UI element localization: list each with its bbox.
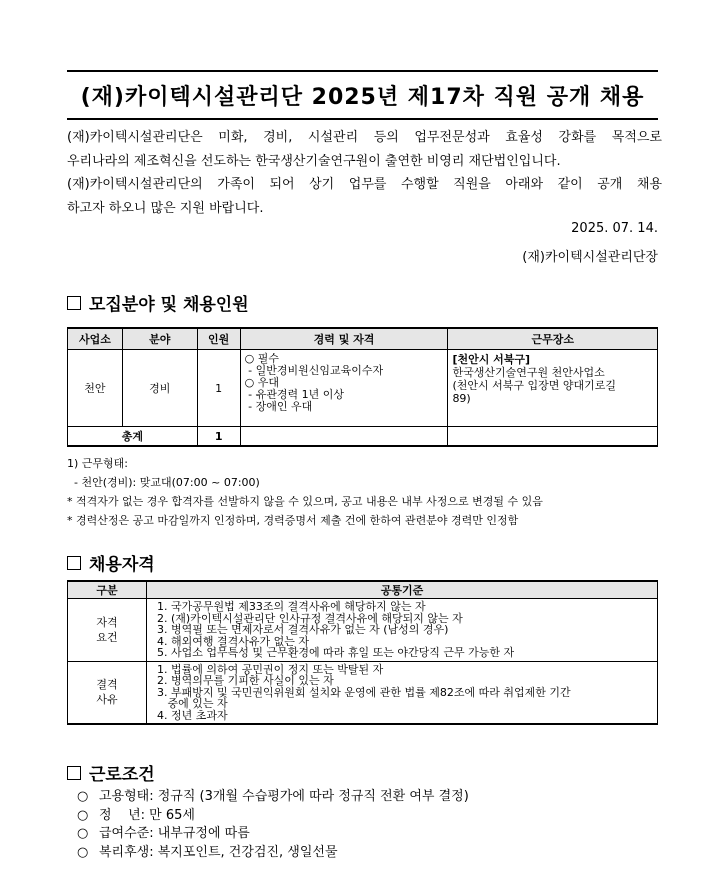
recruitment-table: [67, 327, 658, 447]
circle-bullet-icon: ○: [77, 844, 89, 860]
criteria-item: 3. 병역필 또는 면제자로서 결격사유가 없는 자 (남성의 경우): [157, 623, 449, 636]
total-count: 1: [197, 427, 240, 447]
total-label: 총계: [68, 427, 198, 447]
notes: [67, 454, 667, 530]
section-recruitment-heading: [67, 290, 249, 315]
location-line: 89): [452, 392, 471, 405]
cell-criteria: [147, 661, 658, 724]
section-conditions-heading: [67, 760, 155, 785]
circle-bullet-icon: ○: [77, 807, 89, 823]
announcement-date: 2025. 07. 14.: [571, 221, 658, 236]
header-qualification: 경력 및 자격: [240, 328, 448, 350]
condition-value: 내부규정에 따름: [157, 826, 250, 841]
circle-bullet-icon: ○: [77, 826, 89, 841]
intro-line: (재)카이텍시설관리단은 미화, 경비, 시설관리 등의 업무전문성과 효율성 강화를 목적으로: [67, 130, 662, 145]
location-title: [천안시 서북구]: [452, 353, 531, 366]
title-box: [67, 70, 658, 120]
criteria-item: 1. 법률에 의하여 공민권이 정지 또는 박탈된 자: [157, 662, 384, 676]
category-line: 결격: [96, 678, 118, 692]
note-line: 1) 근무형태:: [67, 457, 128, 470]
condition-value: 만 65세: [149, 807, 195, 823]
condition-separator: :: [149, 844, 158, 860]
condition-key: 고용형태: [99, 789, 150, 804]
criteria-item: 2. 병역의무를 기피한 사실이 있는 자: [157, 674, 334, 687]
qual-line: ○ 필수: [244, 352, 279, 365]
issuing-organization: (재)카이텍시설관리단장: [522, 250, 658, 265]
cell-location: [448, 350, 658, 427]
criteria-item: 4. 해외여행 결격사유가 없는 자: [157, 634, 309, 648]
cell-criteria: [147, 599, 658, 662]
cell-count: 1: [197, 350, 240, 427]
list-item: [77, 844, 469, 863]
header-field: 분야: [122, 328, 197, 350]
category-line: 요건: [96, 630, 118, 644]
condition-separator: :: [149, 826, 158, 841]
square-bullet-icon: [67, 766, 81, 780]
category-line: 자격: [96, 615, 118, 629]
section-title: 채용자격: [89, 555, 155, 575]
condition-separator: :: [140, 807, 150, 823]
cell-category: [68, 599, 147, 662]
header-location: 근무장소: [448, 328, 658, 350]
criteria-item: 5. 사업소 업무특성 및 근무환경에 따라 휴일 또는 야간당직 근무 가능한 자: [157, 646, 515, 659]
intro-line: 우리나라의 제조혁신을 선도하는 한국생산기술연구원이 출연한 비영리 재단법인입니다.: [67, 153, 561, 169]
table-header-row: [68, 328, 658, 350]
criteria-item: 1. 국가공무원법 제33조의 결격사유에 해당하지 않는 자: [157, 600, 426, 613]
header-count: 인원: [197, 328, 240, 350]
criteria-item: 3. 부패방지 및 국민권익위원회 설치와 운영에 관한 법률 제82조에 따라 취업제한 기간: [157, 685, 571, 699]
condition-key: 급여수준: [99, 826, 150, 841]
condition-value: 정규직 (3개월 수습평가에 따라 정규직 전환 여부 결정): [157, 789, 469, 804]
criteria-item: 4. 정년 초과자: [157, 708, 228, 722]
condition-key: 복리후생: [99, 844, 150, 860]
cell-category: [68, 661, 147, 724]
table-header-row: [68, 581, 658, 599]
conditions-list: [77, 788, 469, 862]
qual-line: - 일반경비원신임교육이수자: [244, 364, 384, 377]
circle-bullet-icon: ○: [77, 789, 89, 804]
header-office: 사업소: [68, 328, 123, 350]
table-total-row: [68, 427, 658, 447]
qual-line: - 유관경력 1년 이상: [244, 388, 344, 401]
table-row: [68, 661, 658, 724]
qual-line: ○ 우대: [244, 376, 279, 389]
table-row: [68, 350, 658, 427]
list-item: [77, 788, 469, 807]
table-row: [68, 599, 658, 662]
total-empty: [448, 427, 658, 447]
cell-field: 경비: [122, 350, 197, 427]
intro-line: 하고자 하오니 많은 지원 바랍니다.: [67, 200, 264, 216]
square-bullet-icon: [67, 296, 81, 310]
condition-key: 정 년: [99, 807, 141, 823]
condition-value: 복지포인트, 건강검진, 생일선물: [157, 844, 338, 860]
qualification-table: [67, 580, 658, 725]
condition-separator: :: [149, 789, 158, 804]
criteria-item: 중에 있는 자: [157, 697, 228, 710]
header-criteria: 공통기준: [147, 581, 658, 599]
intro-line: (재)카이텍시설관리단의 가족이 되어 상기 업무를 수행할 직원을 아래와 같이 공개 채용: [67, 177, 662, 192]
intro-paragraph: [67, 126, 662, 220]
list-item: [77, 825, 469, 844]
qual-line: - 장애인 우대: [244, 400, 313, 413]
section-title: 모집분야 및 채용인원: [89, 295, 249, 315]
list-item: [77, 807, 469, 826]
section-title: 근로조건: [89, 765, 155, 785]
page-title: (재)카이텍시설관리단 2025년 제17차 직원 공개 채용: [80, 84, 645, 110]
criteria-item: 2. (재)카이텍시설관리단 인사규정 결격사유에 해당되지 않는 자: [157, 611, 463, 625]
note-line: * 경력산정은 공고 마감일까지 인정하며, 경력증명서 제출 건에 한하여 관련분야 경력만 인정함: [67, 514, 519, 527]
cell-qualification: [240, 350, 448, 427]
location-line: 한국생산기술연구원 천안사업소: [452, 366, 605, 379]
note-line: * 적격자가 없는 경우 합격자를 선발하지 않을 수 있으며, 공고 내용은 내부 사정으로 변경될 수 있음: [67, 495, 543, 508]
header-category: 구분: [68, 581, 147, 599]
cell-office: 천안: [68, 350, 123, 427]
section-qualification-heading: [67, 550, 155, 575]
note-line: - 천안(경비): 맞교대(07:00 ~ 07:00): [67, 476, 260, 489]
location-line: (천안시 서북구 입장면 양대기로길: [452, 379, 616, 392]
total-empty: [240, 427, 448, 447]
square-bullet-icon: [67, 556, 81, 570]
category-line: 사유: [96, 693, 118, 707]
